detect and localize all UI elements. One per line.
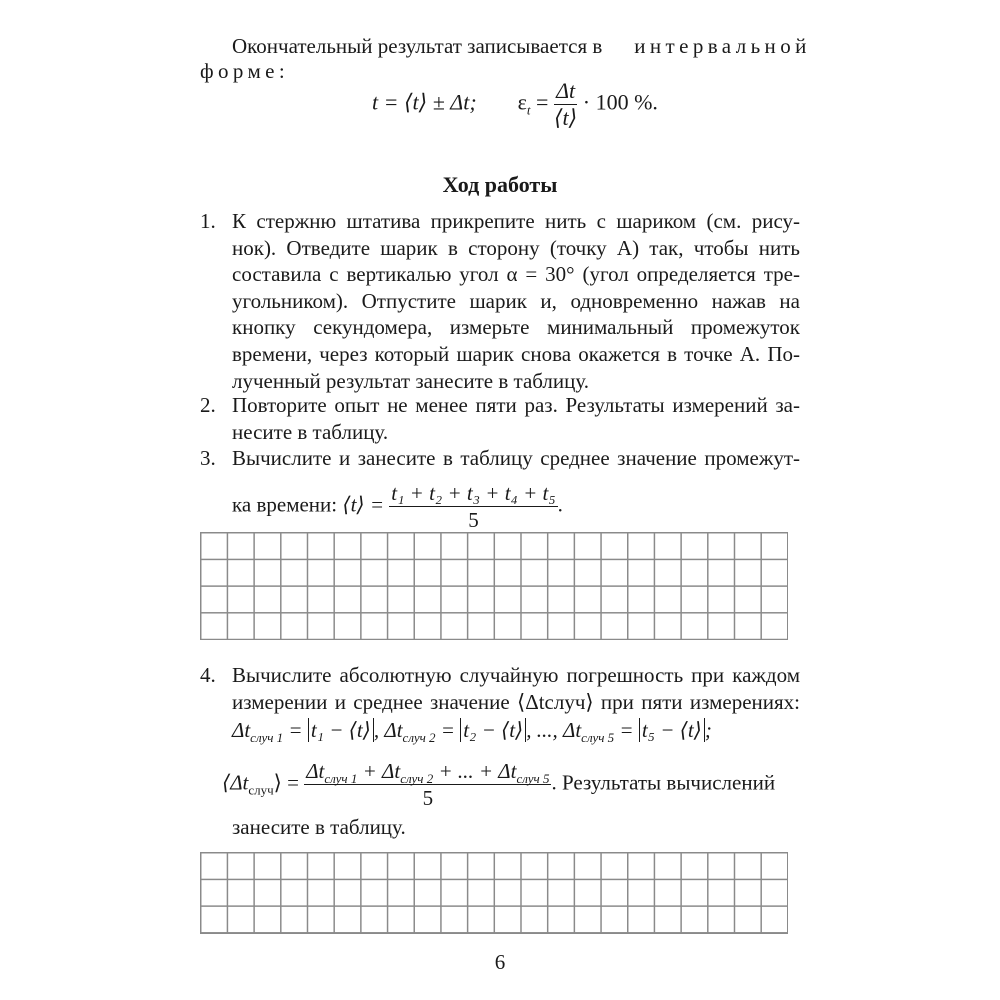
step-4	[200, 662, 800, 744]
answer-grid-2[interactable]	[200, 852, 788, 934]
step-2	[200, 392, 800, 445]
abs-term-lhs: Δt	[563, 718, 582, 743]
step-number: 1.	[200, 209, 216, 233]
step-4-closing	[200, 814, 800, 841]
mean-error-formula	[200, 758, 800, 811]
answer-grid-1[interactable]	[200, 532, 788, 640]
intro-paragraph	[200, 34, 811, 84]
step-line: несите в таблицу.	[232, 419, 389, 444]
step-number: 4.	[200, 663, 216, 687]
step-line: занесите в таблицу.	[232, 815, 406, 839]
abs-term-sub: случ 1	[250, 730, 284, 746]
intro-spaced-word-2: форме:	[200, 59, 290, 83]
epsilon-symbol: ε	[517, 89, 527, 115]
abs-term-sub: случ 5	[581, 730, 615, 746]
mean-error-den: 5	[422, 786, 434, 810]
step-line: Вычислите и занесите в таблицу среднее значение промежут-	[232, 446, 800, 470]
abs-term-rhs: t₂ − ⟨t⟩	[460, 718, 526, 742]
page-number: 6	[494, 950, 506, 974]
mean-error-lhs-end: ⟩ =	[273, 770, 299, 795]
abs-ellipsis: , ...,	[526, 718, 558, 743]
abs-term-lhs: Δt	[232, 718, 251, 743]
step-line: ка времени:	[232, 491, 338, 516]
result-fraction-num: Δt	[554, 78, 577, 105]
mean-error-num-sub: случ 2	[400, 771, 434, 786]
step-1	[200, 208, 800, 394]
step-line: кнопку секундомера, измерьте минимальный промежуток	[232, 315, 800, 340]
mean-error-num-sub: случ 5	[516, 771, 550, 786]
abs-term-rhs: t₅ − ⟨t⟩	[639, 718, 705, 742]
epsilon-sub: t	[526, 102, 531, 118]
step-line: Повторите опыт не менее пяти раз. Результаты измерений за-	[232, 393, 800, 417]
intro-text: Окончательный результат записывается в	[232, 34, 603, 58]
result-formula	[372, 78, 658, 131]
mean-error-num	[304, 758, 551, 785]
step-line: угольником). Отпустите шарик и, одновременно нажав на	[232, 288, 800, 313]
result-formula-lhs: t = ⟨t⟩ ± Δt;	[372, 89, 477, 115]
abs-term-rhs: t₁ − ⟨t⟩	[308, 718, 374, 742]
abs-error-formula: $\Delta t_{случ 1} = t_1$ − ⟨t⟩ , $\Delta t_{случ 2} = t_2$ − ⟨t⟩ , ..., $\Delta t_{случ 5} = t_5$ − ⟨t⟩ ;	[232, 718, 712, 746]
mean-error-num-term: + ... + Δt	[433, 759, 517, 783]
mean-error-lhs: ⟨Δt	[222, 770, 249, 795]
step-line: К стержню штатива прикрепите нить с шариком (см. рису-	[232, 209, 800, 233]
mean-error-tail: . Результаты вычислений	[551, 770, 776, 795]
mean-time-fraction	[389, 480, 557, 533]
mean-time-num: t₁ + t₂ + t₃ + t₄ + t₅	[391, 480, 556, 505]
mean-error-num-term: + Δt	[357, 759, 401, 783]
result-formula-tail: · 100 %.	[582, 89, 658, 115]
step-3	[200, 445, 800, 533]
step-line: Вычислите абсолютную случайную погрешность при каждом	[232, 663, 800, 687]
mean-time-den: 5	[468, 507, 479, 532]
intro-spaced-word-1: интервальной	[634, 34, 811, 58]
step-line: нок). Отведите шарик в сторону (точку A) так, чтобы нить	[232, 235, 800, 260]
mean-time-lhs: ⟨t⟩ =	[342, 491, 385, 516]
mean-time-tail: .	[557, 491, 563, 516]
mean-error-num-term: Δt	[306, 759, 325, 783]
step-line: измерении и среднее значение ⟨Δtслуч⟩ при пяти измерениях:	[232, 689, 800, 714]
step-line: лученный результат занесите в таблицу.	[232, 368, 590, 393]
section-heading: Ход работы	[442, 172, 558, 197]
result-fraction-den: ⟨t⟩	[553, 105, 578, 130]
result-formula-eq: =	[536, 89, 549, 115]
step-number: 2.	[200, 393, 216, 417]
abs-term-lhs: Δt	[384, 718, 403, 743]
mean-error-fraction	[304, 758, 551, 811]
step-number: 3.	[200, 446, 216, 470]
result-fraction	[554, 78, 577, 131]
mean-error-num-sub: случ 1	[324, 771, 358, 786]
abs-term-sub: случ 2	[402, 730, 436, 746]
step-line: времени, через который шарик снова окажется в точке A. По-	[232, 341, 800, 366]
step-line: составила с вертикалью угол α = 30° (угол определяется тре-	[232, 262, 800, 287]
mean-error-lhs-sub: случ	[248, 782, 274, 798]
